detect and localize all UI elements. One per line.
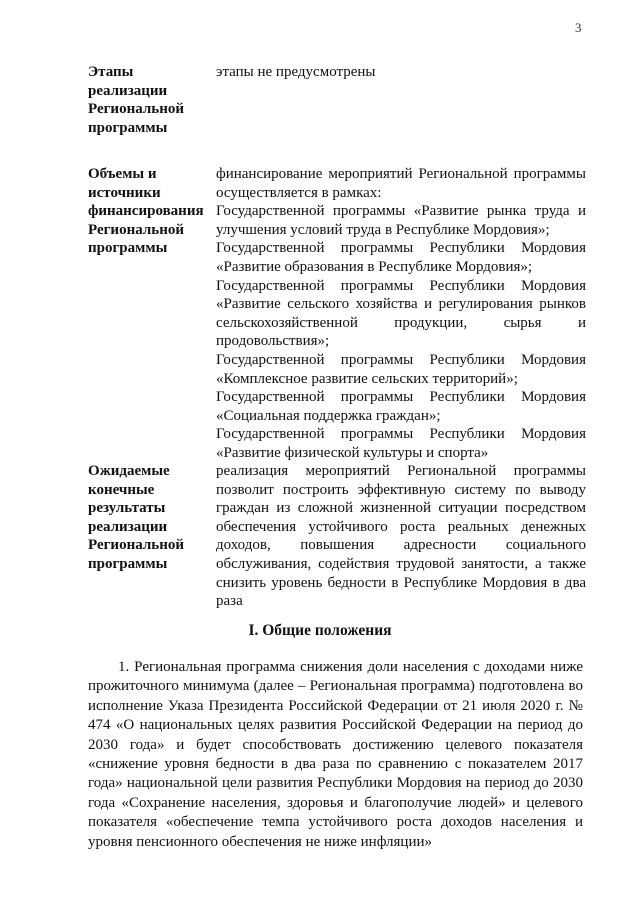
results-label: Ожидаемые конечные результаты реализации Региональной программы [88, 463, 184, 572]
funding-program-education: Государственной программы Республики Мордовия «Развитие образования в Республике Мордовия»; [216, 240, 586, 275]
funding-label: Объемы и источники финансирования Региональной программы [88, 166, 204, 257]
funding-content [216, 165, 586, 463]
body-paragraph: 1. Региональная программа снижения доли населения с доходами ниже прожиточного минимума (далее – Региональная программа) подготовлена во исполнение Указа Президента Российской Федерации от 21 июля 2020 г. № 474 «О национальных целях развития Российской Федерации на период до 2030 года» и будет способствовать достижению целевого показателя «снижение уровня бедности в два раза по сравнению с показателем 2017 года» национальной цели развития Республики Мордовия на период до 2030 года «Сохранение населения, здоровья и благополучие людей» и целевого показателя «обеспечение темпа устойчивого роста доходов населения и уровня пенсионного обеспечения не ниже инфляции» [88, 659, 583, 850]
page-number: 3 [575, 20, 582, 35]
funding-program-sport: Государственной программы Республики Мордовия «Развитие физической культуры и спорта» [216, 426, 586, 461]
funding-program-agriculture: Государственной программы Республики Мордовия «Развитие сельского хозяйства и регулирования рынков сельскохозяйственной продукции, сырья и продовольствия»; [216, 277, 586, 350]
passport-row-stages [88, 63, 588, 136]
funding-program-labor: Государственной программы «Развитие рынка труда и улучшения условий труда в Республике Мордовия»; [216, 203, 586, 238]
passport-row-funding [88, 165, 588, 461]
results-content: реализация мероприятий Региональной программы позволит построить эффективную систему по выводу граждан из сложной жизненной ситуации посредством обеспечения устойчивого роста реальных денежных доходов, повышения адресности социального обслуживания, содействия трудовой занятости, а также снизить уровень бедности в Республике Мордовия в два раза [216, 463, 586, 610]
stages-label: Этапы реализации Региональной программы [88, 64, 184, 136]
funding-program-social: Государственной программы Республики Мордовия «Социальная поддержка граждан»; [216, 389, 586, 424]
funding-intro: финансирование мероприятий Региональной программы осуществляется в рамках: [216, 166, 586, 201]
section-heading: I. Общие положения [248, 622, 392, 639]
funding-program-rural: Государственной программы Республики Мордовия «Комплексное развитие сельских территорий»; [216, 351, 586, 387]
passport-row-results [88, 462, 588, 612]
stages-content: этапы не предусмотрены [216, 64, 376, 80]
